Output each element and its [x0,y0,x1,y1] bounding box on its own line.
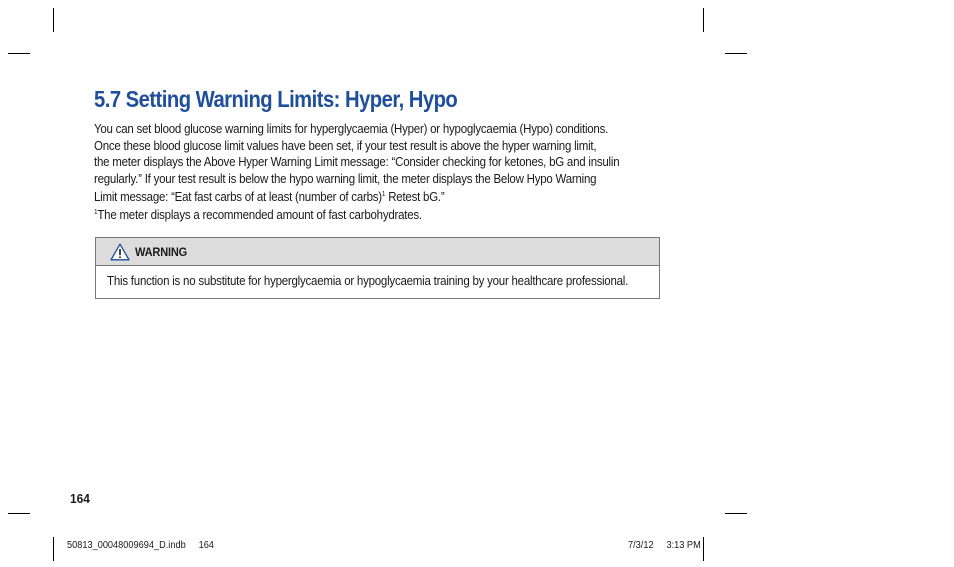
slug-file-name: 50813_00048009694_D.indb [67,540,186,551]
crop-mark-top-left-vertical [53,8,54,32]
crop-mark-bottom-right-vertical [703,537,704,561]
intro-paragraph [94,121,664,206]
crop-mark-top-right-horizontal [725,53,747,54]
crop-mark-top-left-horizontal [8,53,30,54]
footnote-reference: 1 [381,191,386,199]
print-slug-date [628,540,701,551]
crop-mark-bottom-left-vertical [53,537,54,561]
crop-mark-bottom-left-horizontal [8,513,30,514]
slug-page: 164 [198,540,214,551]
warning-box [95,237,660,299]
page-number: 164 [70,491,90,506]
crop-mark-bottom-right-horizontal [725,513,747,514]
footnote [94,208,422,222]
print-slug-file [67,540,214,551]
warning-text: This function is no substitute for hyperglycaemia or hypoglycaemia training by your healthcare professional. [107,274,629,288]
footnote-text: The meter displays a recommended amount of fast carbohydrates. [97,208,422,222]
intro-last-after: Retest bG.” [385,190,445,205]
warning-label: WARNING [135,244,188,259]
warning-header [96,238,659,266]
warning-triangle-icon [110,243,130,261]
page-title: 5.7 Setting Warning Limits: Hyper, Hypo [94,86,458,112]
intro-line: Once these blood glucose limit values have been set, if your test result is above the hyper warning limit, [94,138,597,153]
slug-date: 7/3/12 [628,540,654,551]
intro-line: the meter displays the Above Hyper Warning Limit message: “Consider checking for ketones, bG and insulin [94,155,620,170]
slug-time: 3:13 PM [666,540,701,551]
intro-line: regularly.” If your test result is below the hypo warning limit, the meter displays the Below Hypo Warning [94,171,597,186]
crop-mark-top-right-vertical [703,8,704,32]
intro-last-before: Limit message: “Eat fast carbs of at least (number of carbs) [94,190,382,205]
intro-line: You can set blood glucose warning limits for hyperglycaemia (Hyper) or hypoglycaemia (Hypo) conditions. [94,122,609,136]
intro-line-last [94,187,664,206]
footnote-marker: 1 [94,209,98,216]
